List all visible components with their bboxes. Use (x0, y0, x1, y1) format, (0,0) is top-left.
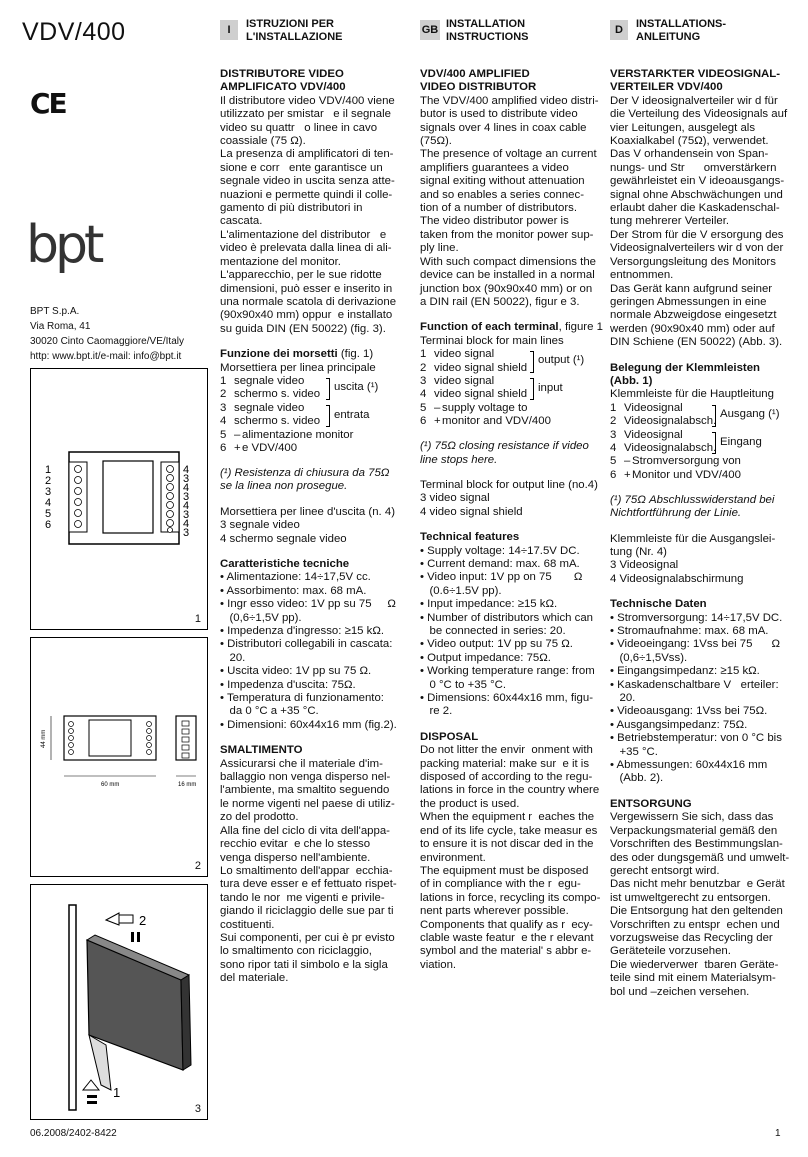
it-tech-list (220, 571, 397, 732)
svg-text:bpt: bpt (26, 215, 101, 275)
d-intro-line: werden (90x90x40 mm) oder auf (610, 322, 775, 335)
it-disp-line: recchio evitar e che lo stesso (220, 838, 371, 851)
d-intro-list (610, 95, 789, 350)
it-tech-line: • Impedenza d'uscita: 75Ω. (220, 678, 356, 691)
it-intro-line: video su quattr o linee in cavo (220, 121, 378, 134)
gb-out-title: Terminal block for output line (no.4) (420, 478, 598, 491)
d-note-1: (¹) 75Ω Abschlusswiderstand bei (610, 493, 775, 506)
d-disp-line: Verpackungsmaterial gemäß den (610, 824, 778, 837)
d-eingang-label: Eingang (720, 435, 762, 448)
gb-intro-line: junction box (90x90x40 mm) or on (420, 282, 593, 295)
header-d-line1: INSTALLATIONS- (636, 18, 727, 30)
header-gb-line1: INSTALLATION (446, 18, 526, 30)
it-tech-line: • Uscita video: 1V pp su 75 Ω. (220, 665, 372, 678)
gb-title-1: VDV/400 AMPLIFIED (420, 68, 530, 80)
gb-intro-line: amplifiers guarantees a video (420, 161, 569, 174)
fig1-right-term-3: 4 (183, 482, 190, 494)
gb-disp-line: viation. (420, 958, 457, 971)
d-tech-line: • Stromversorgung: 14÷17,5V DC. (610, 611, 783, 624)
d-intro-line: Videosignalverteilers wir d von der (610, 242, 784, 255)
d-intro-line: Der V ideosignalverteiler wir d für (610, 94, 778, 107)
d-tech-line: • Abmessungen: 60x44x16 mm (610, 759, 768, 772)
d-out-title-1: Klemmleiste für die Ausgangslei- (610, 532, 776, 545)
it-disp-line: lo smaltimento con riciclaggio, (220, 945, 372, 958)
it-disp-line: Assicurarsi che il materiale d'im- (220, 757, 383, 770)
gb-intro-line: a DIN rail (EN 50022), figur e 3. (420, 295, 580, 308)
gb-tech-line: • Current demand: max. 68 mA. (420, 557, 580, 570)
column-german (610, 68, 789, 999)
dimension-diagram (31, 638, 209, 878)
it-intro-line: Il distributore video VDV/400 viene (220, 94, 395, 107)
gb-disp-line: lations in force in the country where (420, 784, 600, 797)
lang-badge-d: D (610, 20, 628, 40)
gb-terminal-list: 1 video signal 2 video signal shield 3 video signal 4 video signal shield 5 – supply voltage to 6 +monitor and VDV/400 output (¹) input (420, 348, 585, 428)
it-intro-list (220, 95, 397, 336)
d-intro-line: entnommen. (610, 269, 674, 282)
it-intro-line: coassiale (75 Ω). (220, 135, 306, 148)
d-out-title-2: tung (Nr. 4) (610, 545, 667, 558)
dim-height: 44 mm (41, 729, 47, 748)
d-disp-line: Vergewissern Sie sich, dass das (610, 811, 774, 824)
header-it-line1: ISTRUZIONI PER (246, 18, 335, 30)
gb-intro-line: The video distributor power is (420, 215, 569, 228)
gb-tech-line: • Video input: 1V pp on 75 Ω (420, 571, 583, 584)
fig1-right-term-7: 4 (183, 518, 190, 530)
it-disp-line: sono ripor tati il simbolo e la sigla (220, 958, 388, 971)
terminal-diagram (31, 369, 209, 631)
fig1-right-term-2: 3 (183, 473, 190, 485)
gb-intro-line: tion of a number of distributors. (420, 202, 578, 215)
gb-tech-line: (0.6÷1.5V pp). (420, 584, 502, 597)
it-note-2: se la linea non prosegue. (220, 480, 348, 493)
gb-disp-line: Components that qualify as r ecy- (420, 918, 593, 931)
it-intro-line: su guida DIN (EN 50022) (fig. 3). (220, 322, 386, 335)
gb-intro-list (420, 95, 603, 310)
header-d-line2: ANLEITUNG (636, 31, 701, 43)
it-disp-line: venga disperso nell'ambiente. (220, 851, 371, 864)
d-intro-line: Versorgungsleitung des Monitors (610, 255, 776, 268)
d-note-2: Nichtfortführung der Linie. (610, 507, 742, 520)
d-tech-line: • Betriebstemperatur: von 0 °C bis (610, 732, 782, 745)
it-uscita-label: uscita (¹) (334, 380, 379, 393)
figure-number: 1 (194, 613, 201, 625)
company-address (30, 304, 184, 364)
gb-title-2: VIDEO DISTRIBUTOR (420, 81, 537, 94)
d-disp-line: vorzugsweise das Recycling der (610, 931, 773, 944)
bpt-logo (26, 210, 104, 280)
d-terminals-title-2: (Abb. 1) (610, 374, 653, 387)
it-title-1: DISTRIBUTORE VIDEO (220, 68, 344, 80)
it-disp-line: zo del prodotto. (220, 811, 299, 824)
figure-number: 2 (194, 860, 201, 872)
company-name: BPT S.p.A. (30, 306, 80, 317)
d-disp-title: ENTSORGUNG (610, 797, 692, 810)
gb-tech-line: 0 °C to +35 °C. (420, 678, 507, 691)
gb-out-term-4: 4 video signal shield (420, 505, 523, 518)
d-intro-line: Der Strom für die V ersorgung des (610, 228, 784, 241)
gb-disp-line: clable waste featur e the r elevant (420, 931, 594, 944)
it-disp-line: giando il riciclaggio delle sue par ti (220, 905, 394, 918)
d-disp-line: gerecht entsorgt wird. (610, 864, 720, 877)
d-intro-line: DIN Schiene (EN 50022) (Abb. 3). (610, 336, 783, 349)
d-intro-line: gewährleistet ein V ideoausgangs- (610, 175, 785, 188)
d-disp-line: bol und –zeichen versehen. (610, 985, 750, 998)
it-out-term-4: 4 schermo segnale video (220, 532, 347, 545)
it-title-2: AMPLIFICATO VDV/400 (220, 81, 346, 94)
gb-output-label: output (¹) (538, 354, 585, 367)
d-title-2: VERTEILER VDV/400 (610, 81, 723, 94)
d-disp-line: des oder dungsgemäß und umwelt- (610, 851, 790, 864)
d-intro-line: signal ohne Abschwächungen und (610, 188, 783, 201)
it-entrata-label: entrata (334, 408, 370, 421)
gb-disp-title: DISPOSAL (420, 730, 479, 743)
gb-intro-line: butor is used to distribute video (420, 108, 578, 121)
d-disp-line: ist umweltgerecht zu entsorgen. (610, 891, 771, 904)
it-intro-line: sione e corr ente garantisce un (220, 161, 383, 174)
it-disp-list (220, 758, 397, 986)
d-terminals-title-1: Belegung der Klemmleisten (610, 361, 761, 374)
fig1-right-term-1: 4 (183, 464, 190, 476)
d-tech-line: (Abb. 2). (610, 772, 664, 785)
document-code: 06.2008/2402-8422 (30, 1128, 117, 1139)
it-disp-line: tando le nor me vigenti e privile- (220, 891, 385, 904)
gb-intro-line: and so enables a series connec- (420, 188, 585, 201)
it-intro-line: L'alimentazione del distributor e (220, 228, 387, 241)
it-disp-line: ballaggio non venga disperso nel- (220, 771, 391, 784)
gb-intro-line: The presence of voltage an current (420, 148, 597, 161)
figure-number: 3 (194, 1103, 201, 1115)
it-out-title: Morsettiera per linee d'uscita (n. 4) (220, 505, 396, 518)
gb-main-line: Terminai block for main lines (420, 334, 564, 347)
gb-disp-line: of in compliance with the r egu- (420, 878, 581, 891)
gb-intro-line: taken from the monitor power sup- (420, 228, 594, 241)
fig1-left-term-5: 5 (45, 508, 52, 520)
gb-disp-line: nent parts wherever possible. (420, 905, 569, 918)
it-intro-line: dimensioni, può esser e inserito in (220, 282, 393, 295)
d-tech-line: • Videoeingang: 1Vss bei 75 Ω (610, 638, 780, 651)
company-city: 30020 Cinto Caomaggiore/VE/Italy (30, 336, 184, 347)
gb-note-2: line stops here. (420, 453, 498, 466)
gb-tech-list (420, 545, 603, 719)
it-disp-line: Sui componenti, per cui è pr evisto (220, 931, 395, 944)
d-intro-line: die Verteilung des Videosignals auf (610, 108, 788, 121)
it-intro-line: segnale video in uscita senza atte- (220, 175, 395, 188)
it-intro-line: una normale scatola di derivazione (220, 295, 397, 308)
it-note-1: (¹) Resistenza di chiusura da 75Ω (220, 466, 390, 479)
fig1-right-term-6: 3 (183, 509, 190, 521)
d-intro-line: nungs- und Str omverstärkern (610, 161, 777, 174)
it-intro-line: utilizzato per smistar e il segnale (220, 108, 391, 121)
gb-disp-line: environment. (420, 851, 486, 864)
lang-badge-gb: GB (420, 20, 440, 40)
d-tech-line: +35 °C. (610, 745, 658, 758)
lang-badge-it: I (220, 20, 238, 40)
d-out-term-4: 4 Videosignalabschirmung (610, 572, 744, 585)
it-tech-line: • Ingr esso video: 1V pp su 75 Ω (220, 598, 396, 611)
fig1-left-term-1: 1 (45, 464, 52, 476)
it-tech-line: • Impedenza d'ingresso: ≥15 kΩ. (220, 625, 385, 637)
company-street: Via Roma, 41 (30, 321, 91, 332)
gb-tech-title: Technical features (420, 531, 520, 544)
it-intro-line: cascata. (220, 215, 263, 228)
gb-intro-line: signals over 4 lines in coax cable (420, 121, 587, 134)
figure-1 (30, 368, 208, 630)
it-tech-line: • Assorbimento: max. 68 mA. (220, 584, 367, 597)
gb-tech-line: • Number of distributors which can (420, 611, 594, 624)
gb-disp-line: When the equipment r eaches the (420, 811, 595, 824)
gb-intro-line: device can be installed in a normal (420, 269, 595, 282)
fig1-left-term-4: 4 (45, 497, 52, 509)
it-tech-line: (0,6÷1,5V pp). (220, 611, 302, 624)
gb-out-term-3: 3 video signal (420, 492, 490, 505)
fig1-right-term-4: 3 (183, 491, 190, 503)
fig1-right-term-5: 4 (183, 500, 190, 512)
it-disp-line: del materiale. (220, 972, 289, 985)
gb-disp-line: The equipment must be disposed (420, 864, 589, 877)
it-disp-line: le norme vigenti nel paese di utiliz- (220, 797, 395, 810)
gb-intro-line: The VDV/400 amplified video distri- (420, 94, 599, 107)
d-disp-line: Vorschriften zu entspr echen und (610, 918, 780, 931)
it-tech-line: da 0 °C a +35 °C. (220, 705, 319, 718)
gb-disp-line: end of its life cycle, take measur es (420, 824, 598, 837)
d-ausgang-label: Ausgang (¹) (720, 407, 780, 420)
gb-disp-line: symbol and the material' s abbr e- (420, 945, 592, 958)
d-disp-line: teile sind mit einem Materialsym- (610, 972, 776, 985)
gb-note-1: (¹) 75Ω closing resistance if video (420, 440, 589, 453)
gb-tech-line: • Input impedance: ≥15 kΩ. (420, 598, 558, 611)
fig1-left-term-3: 3 (45, 486, 52, 498)
gb-intro-line: (75Ω). (420, 135, 452, 148)
gb-terminals-title: Function of each terminal, figure 1 (420, 321, 603, 334)
gb-tech-line: re 2. (420, 705, 453, 718)
ce-mark: CE (30, 87, 66, 120)
d-intro-line: erlaubt daher die Kaskadenschal- (610, 202, 780, 215)
d-disp-line: Geräteteile vorzusehen. (610, 945, 731, 958)
gb-disp-line: the product is used. (420, 797, 520, 810)
fig1-left-term-2: 2 (45, 475, 52, 487)
gb-tech-line: • Working temperature range: from (420, 665, 595, 678)
it-intro-line: (90x90x40 mm) oppur e installato (220, 309, 393, 322)
page-number: 1 (775, 1128, 781, 1139)
gb-intro-line: signal exiting without attenuation (420, 175, 585, 188)
gb-disp-list (420, 744, 603, 972)
d-intro-line: geringen Abmessungen in eine (610, 295, 767, 308)
header-it-line2: L'INSTALLAZIONE (246, 31, 343, 43)
d-disp-line: Die wiederverwer tbaren Geräte- (610, 958, 779, 971)
gb-disp-line: Do not litter the envir onment with (420, 744, 593, 757)
it-out-term-3: 3 segnale video (220, 519, 300, 532)
it-main-line: Morsettiera per linea principale (220, 361, 376, 374)
fig1-left-term-6: 6 (45, 519, 52, 531)
d-main-line: Klemmleiste für die Hauptleitung (610, 388, 774, 401)
gb-disp-line: to ensure it is not discar ded in the (420, 838, 594, 851)
d-terminal-list: 1 Videosignal 2 Videosignalabsch. 3 Videosignal 4 Videosignalabsch. 5 – Stromversorgung von 6 +Monitor und VDV/400 Ausgang (¹) Eingang (610, 401, 780, 481)
it-disp-line: tura deve esser e ef fettuato rispet- (220, 878, 397, 891)
it-disp-line: l'ambiente, ma smaltito seguendo (220, 784, 390, 797)
it-terminals-title: Funzione dei morsetti (fig. 1) (220, 348, 374, 361)
d-intro-line: normale Abzweigdose eingesetzt (610, 309, 777, 322)
gb-tech-line: • Supply voltage: 14÷17.5V DC. (420, 544, 580, 557)
gb-intro-line: With such compact dimensions the (420, 255, 596, 268)
d-disp-line: Vorschriften des Bestimmungslan- (610, 838, 783, 851)
it-tech-line: • Distributori collegabili in cascata: (220, 638, 393, 651)
it-intro-line: L'apparecchio, per le sue ridotte (220, 269, 382, 282)
it-tech-title: Caratteristiche tecniche (220, 557, 350, 570)
it-intro-line: mentazione del monitor. (220, 255, 341, 268)
company-web: http: www.bpt.it/e-mail: info@bpt.it (30, 351, 182, 362)
d-tech-line: • Videoausgang: 1Vss bei 75Ω. (610, 705, 768, 718)
it-terminal-list: 1 segnale video 2 schermo s. video 3 segnale video 4 schermo s. video 5 – alimentazione monitor 6 +e VDV/400 uscita (¹) entrata (220, 374, 379, 454)
d-disp-list (610, 811, 789, 999)
d-tech-line: • Stromaufnahme: max. 68 mA. (610, 625, 769, 637)
d-tech-list (610, 612, 789, 786)
header-gb-line2: INSTRUCTIONS (446, 31, 529, 43)
gb-disp-line: disposed of according to the regu- (420, 771, 593, 784)
it-tech-line: • Dimensioni: 60x44x16 mm (fig.2). (220, 718, 397, 731)
it-intro-line: gamento di più distributori in (220, 202, 363, 215)
step-2-label: 2 (139, 913, 147, 928)
gb-tech-line: be connected in series: 20. (420, 625, 566, 637)
d-disp-line: Das nicht mehr benutzbar e Gerät (610, 878, 785, 891)
gb-intro-line: ply line. (420, 242, 459, 255)
d-title-1: VERSTARKTER VIDEOSIGNAL- (610, 68, 781, 80)
gb-tech-line: • Dimensions: 60x44x16 mm, figu- (420, 692, 594, 705)
it-tech-line: 20. (220, 651, 246, 664)
it-disp-line: Alla fine del ciclo di vita dell'appa- (220, 824, 390, 837)
it-tech-line: • Temperatura di funzionamento: (220, 692, 384, 705)
d-intro-line: tung mehrerer Verteiler. (610, 215, 730, 228)
d-disp-line: Die Entsorgung hat den geltenden (610, 905, 783, 918)
it-intro-line: nuazioni e permette quindi il colle- (220, 188, 393, 201)
d-intro-line: vier Leitungen, ausgelegt als (610, 121, 756, 134)
gb-tech-line: • Video output: 1V pp su 75 Ω. (420, 638, 573, 651)
d-tech-title: Technische Daten (610, 598, 707, 611)
gb-disp-line: lations in force, recycling its compo- (420, 891, 601, 904)
it-disp-line: Lo smaltimento dell'appar ecchia- (220, 864, 393, 877)
figure-3 (30, 884, 208, 1120)
it-intro-line: La presenza di amplificatori di ten- (220, 148, 394, 161)
gb-input-label: input (538, 382, 563, 395)
column-english (420, 68, 603, 972)
d-out-term-3: 3 Videosignal (610, 559, 679, 572)
step-1-label: 1 (113, 1085, 121, 1100)
dim-depth: 16 mm (178, 782, 197, 788)
it-intro-line: video è prelevata dalla linea di ali- (220, 242, 392, 255)
d-tech-line: 20. (610, 692, 636, 705)
gb-disp-line: packing material: make sur e it is (420, 757, 590, 770)
d-tech-line: • Eingangsimpedanz: ≥15 kΩ. (610, 665, 760, 678)
dim-width: 60 mm (101, 782, 120, 788)
d-tech-line: • Ausgangsimpedanz: 75Ω. (610, 718, 748, 731)
d-tech-line: • Kaskadenschaltbare V erteiler: (610, 678, 779, 691)
it-disp-title: SMALTIMENTO (220, 744, 303, 757)
d-intro-line: Das V orhandensein von Span- (610, 148, 769, 161)
column-italian (220, 68, 397, 986)
it-tech-line: • Alimentazione: 14÷17,5V cc. (220, 571, 371, 584)
fig1-right-term-8: 3 (183, 527, 190, 539)
d-intro-line: Das Gerät kann aufgrund seiner (610, 282, 773, 295)
d-tech-line: (0,6÷1,5Vss). (610, 651, 688, 664)
d-intro-line: Koaxialkabel (75Ω), verwendet. (610, 135, 769, 148)
model-title: VDV/400 (22, 18, 126, 46)
gb-tech-line: • Output impedance: 75Ω. (420, 651, 551, 664)
din-mounting-diagram (31, 885, 209, 1121)
it-disp-line: costituenti. (220, 918, 275, 931)
figure-2 (30, 637, 208, 877)
